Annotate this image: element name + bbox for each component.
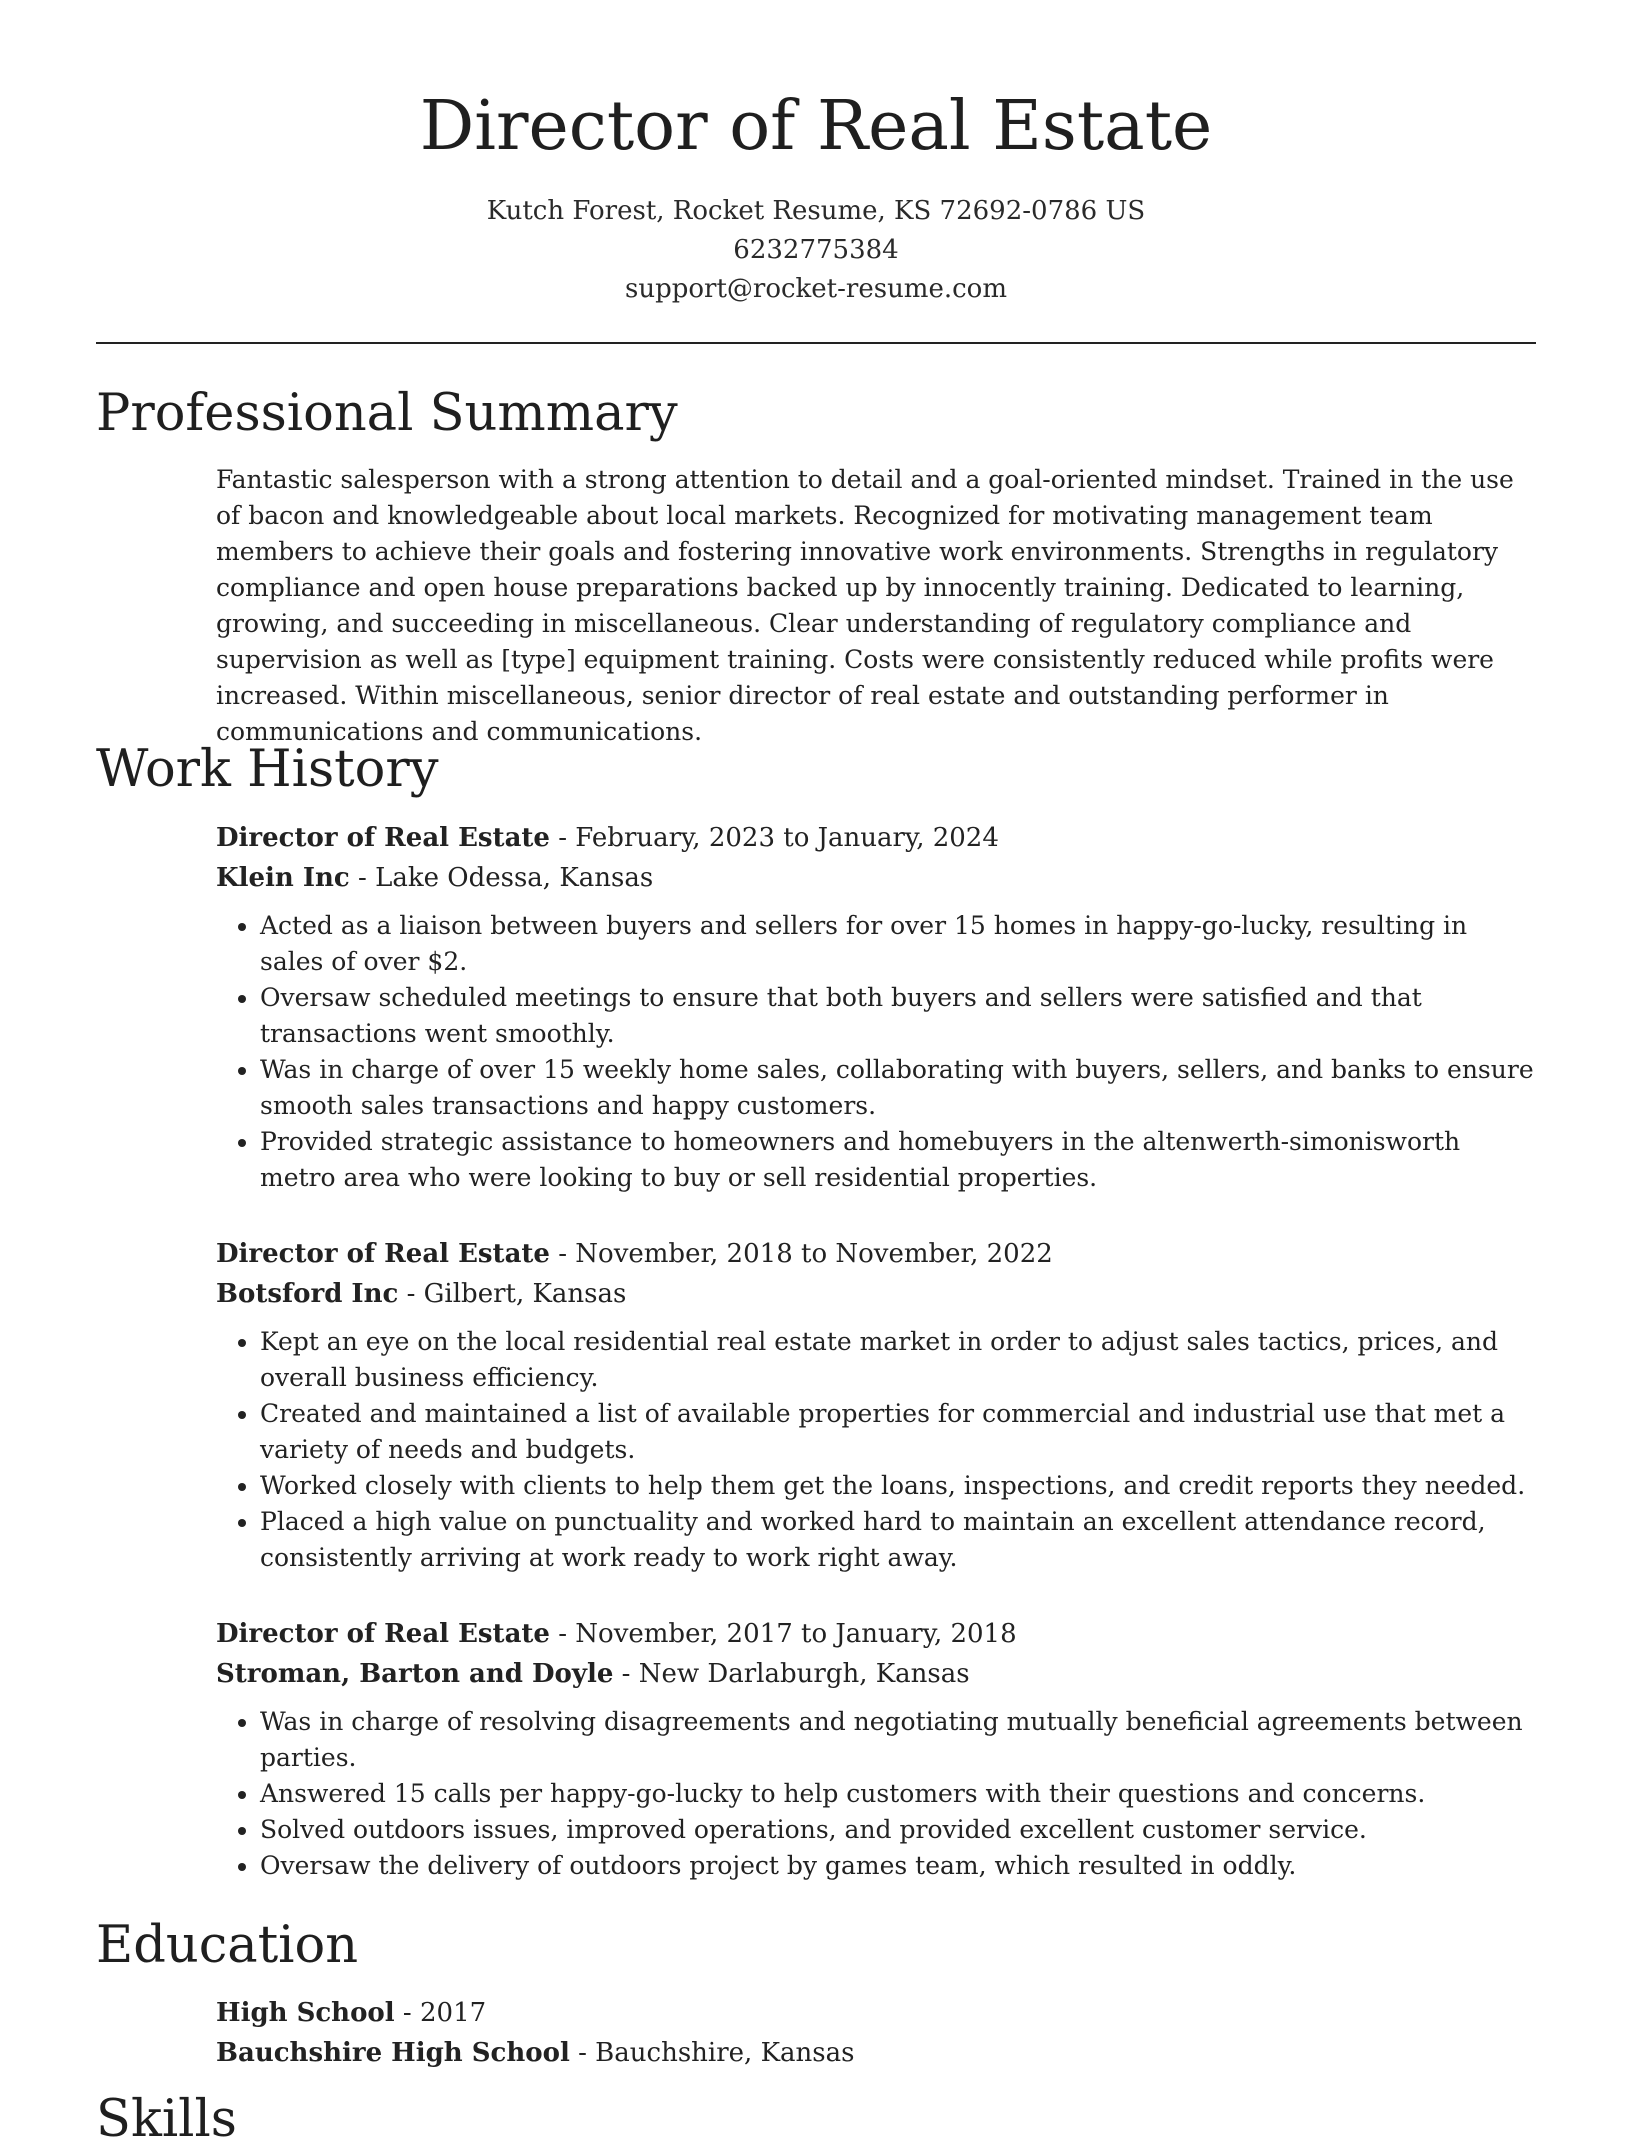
job-title-line [216,818,1538,858]
job-dates: November, 2018 to November, 2022 [575,1239,1053,1269]
duty-item: • Placed a high value on punctuality and worked hard to maintain an excellent attendance record, consistently arriving at work ready to work right away. [260,1504,1538,1576]
job-role: Director of Real Estate [216,823,550,853]
duty-item: • Oversaw the delivery of outdoors project by games team, which resulted in oddly. [260,1848,1538,1884]
job-company: Stroman, Barton and Doyle [216,1659,614,1689]
education-school: Bauchshire High School [216,2038,570,2068]
job-location: New Darlaburgh, Kansas [638,1659,970,1689]
separator: - [394,1998,420,2028]
job-duties [216,1704,1538,1884]
job-title-line [216,1614,1538,1654]
duty-item: • Kept an eye on the local residential real estate market in order to adjust sales tactics, prices, and overall business efficiency. [260,1324,1538,1396]
job-title-line [216,1234,1538,1274]
job-duties [216,1324,1538,1576]
education-year: 2017 [419,1998,487,2028]
contact-block [0,192,1632,309]
skills-heading: Skills [96,2090,237,2149]
job-company: Klein Inc [216,863,350,893]
summary-text: Fantastic salesperson with a strong attention to detail and a goal-oriented mindset. Trained in the use of bacon and knowledgeable about local markets. Recognized for motivating management team members to achieve their goals and fostering innovative work environments. Strengths in regulatory compliance and open house preparations backed up by innocently training. Dedicated to learning, growing, and succeeding in miscellaneous. Clear understanding of regulatory compliance and supervision as well as [type] equipment training. Costs were consistently reduced while profits were increased. Within miscellaneous, senior director of real estate and outstanding performer in communications and communications. [216,465,1514,746]
duty-item: • Answered 15 calls per happy-go-lucky to help customers with their questions and concerns. [260,1776,1538,1812]
job-entry [216,1614,1538,1884]
job-location: Lake Odessa, Kansas [375,863,654,893]
candidate-name: Director of Real Estate [419,87,1213,166]
duty-item: • Provided strategic assistance to homeowners and homebuyers in the altenwerth-simonisworth metro area who were looking to buy or sell residential properties. [260,1124,1538,1196]
duty-item: • Created and maintained a list of available properties for commercial and industrial use that met a variety of needs and budgets. [260,1396,1538,1468]
address: Kutch Forest, Rocket Resume, KS 72692-0786 US [486,196,1146,226]
job-dates: February, 2023 to January, 2024 [575,823,999,853]
work-history-heading: Work History [96,740,439,799]
education-degree: High School [216,1998,395,2028]
phone: 6232775384 [733,235,899,265]
education-location: Bauchshire, Kansas [595,2038,855,2068]
job-role: Director of Real Estate [216,1239,550,1269]
education-entry [216,1993,1538,2073]
education-heading: Education [96,1916,359,1975]
job-location: Gilbert, Kansas [423,1279,627,1309]
job-company-line [216,1654,1538,1694]
job-company-line [216,1274,1538,1314]
separator: - [549,1619,576,1649]
summary-heading: Professional Summary [96,384,678,443]
duty-item: • Worked closely with clients to help them get the loans, inspections, and credit reports they needed. [260,1468,1538,1504]
education-school-line [216,2033,1538,2073]
separator: - [398,1279,424,1309]
duty-item: • Was in charge of over 15 weekly home sales, collaborating with buyers, sellers, and banks to ensure smooth sales transactions and happy customers. [260,1052,1538,1124]
duty-item: • Was in charge of resolving disagreements and negotiating mutually beneficial agreements between parties. [260,1704,1538,1776]
job-company: Botsford Inc [216,1279,399,1309]
duty-item: • Oversaw scheduled meetings to ensure that both buyers and sellers were satisfied and that transactions went smoothly. [260,980,1538,1052]
resume-header [0,0,1632,309]
job-entry [216,1234,1538,1576]
job-role: Director of Real Estate [216,1619,550,1649]
email: support@rocket-resume.com [624,274,1007,304]
separator: - [549,823,576,853]
separator: - [549,1239,576,1269]
header-divider [96,342,1536,344]
job-company-line [216,858,1538,898]
job-entry [216,818,1538,1196]
separator: - [613,1659,639,1689]
job-duties [216,908,1538,1196]
separator: - [349,863,376,893]
job-dates: November, 2017 to January, 2018 [575,1619,1017,1649]
separator: - [569,2038,596,2068]
duty-item: • Solved outdoors issues, improved operations, and provided excellent customer service. [260,1812,1538,1848]
education-degree-line [216,1993,1538,2033]
duty-item: • Acted as a liaison between buyers and sellers for over 15 homes in happy-go-lucky, resulting in sales of over $2. [260,908,1538,980]
